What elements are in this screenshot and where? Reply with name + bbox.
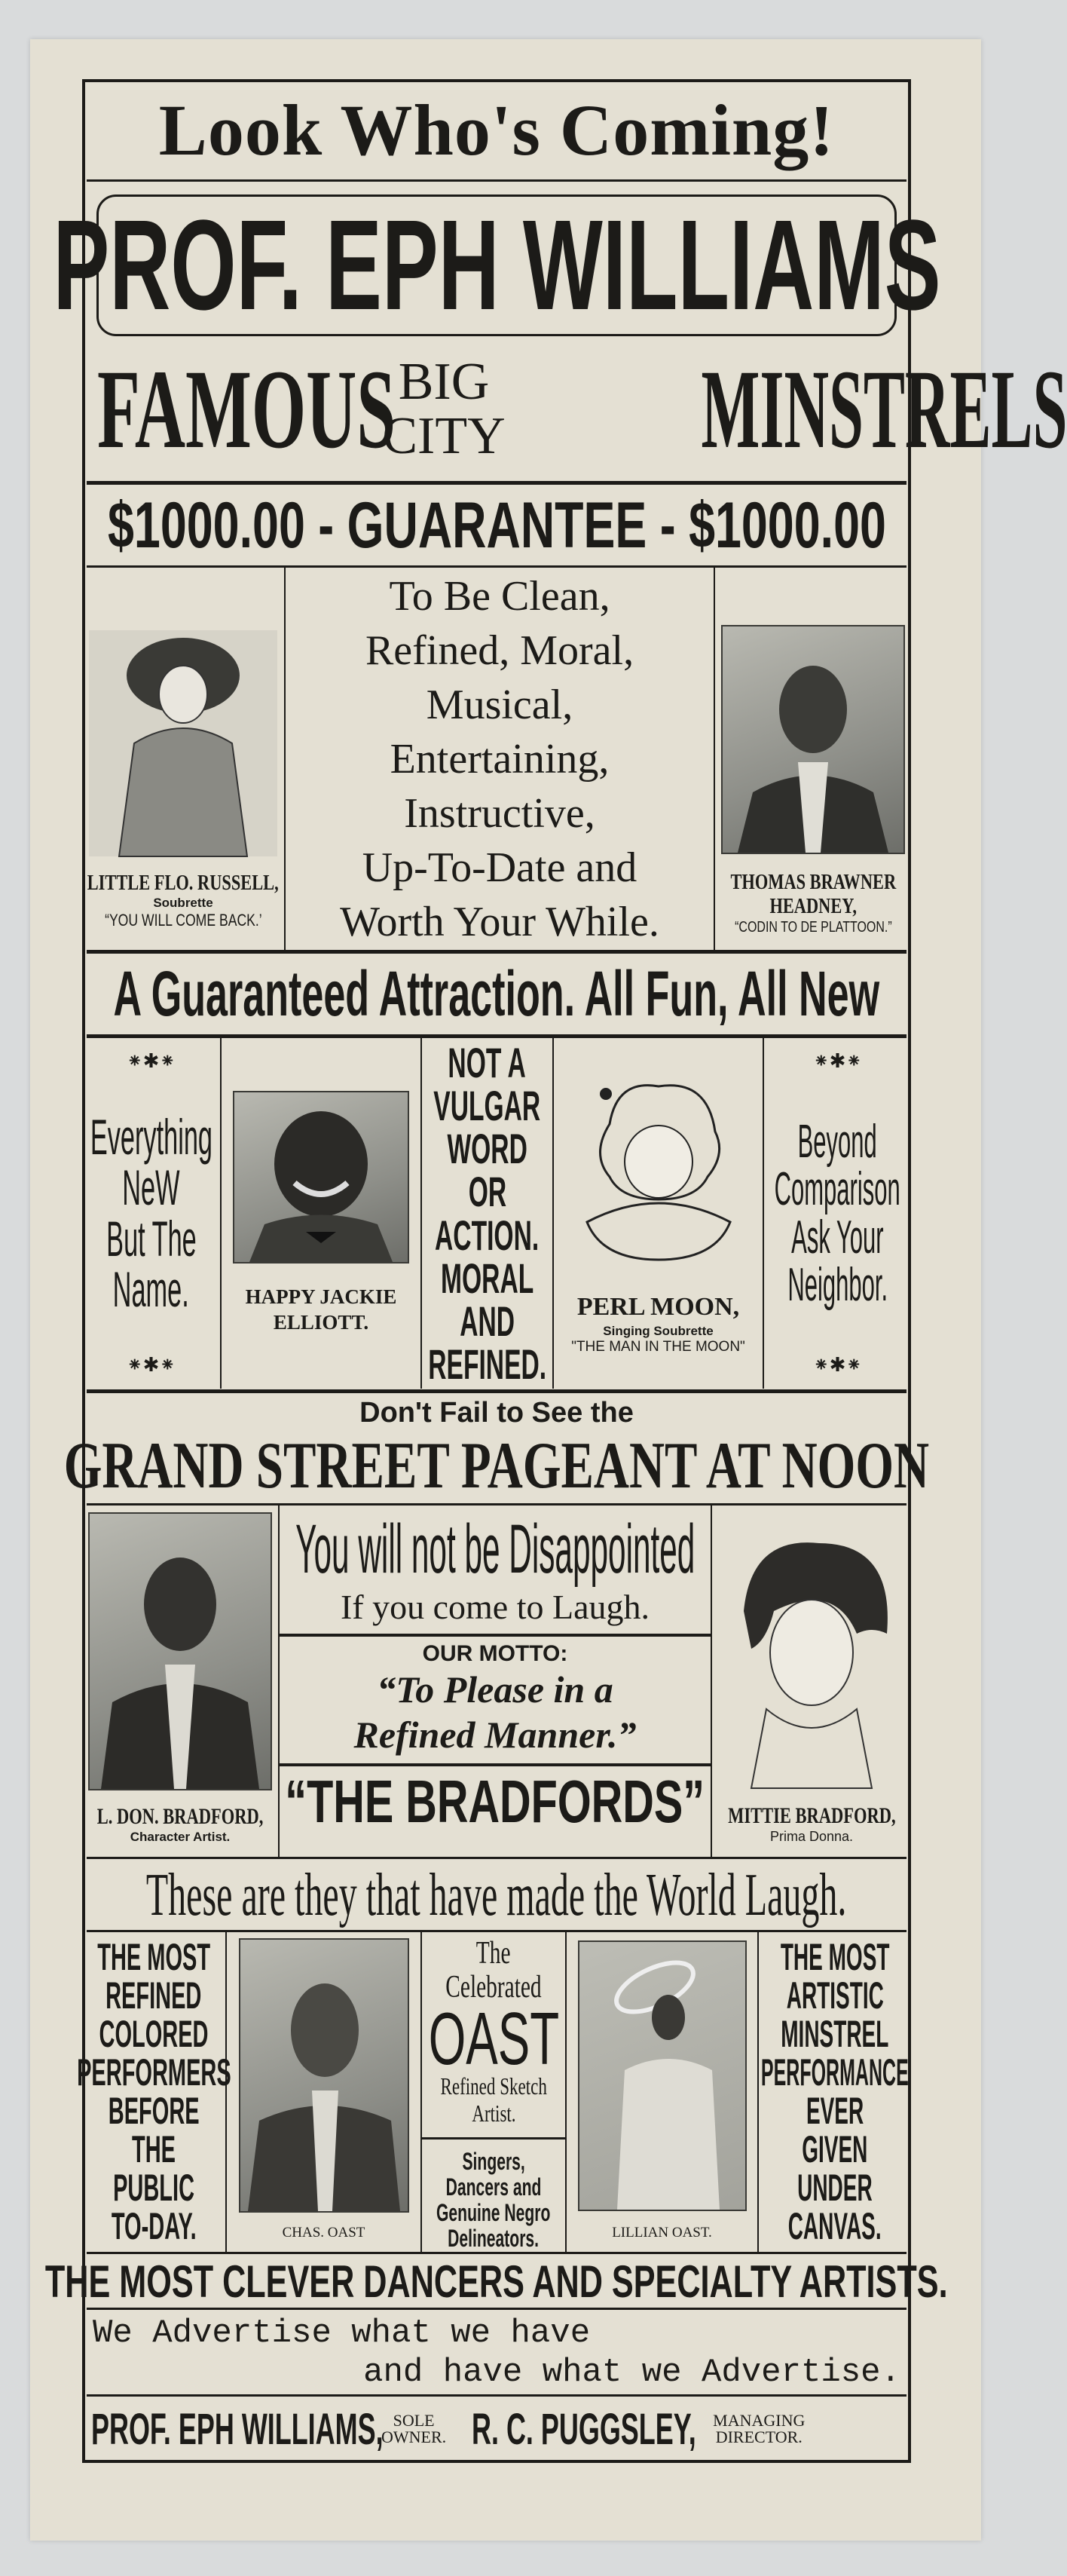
line: EVER xyxy=(806,2090,864,2132)
line: Dancers and xyxy=(445,2173,542,2201)
line: PERFORMANCE xyxy=(761,2051,909,2094)
world-laugh-text: These are they that have made the World Laugh. xyxy=(146,1861,847,1928)
divider xyxy=(87,1389,906,1393)
line: MINSTREL xyxy=(781,2013,889,2055)
line: PUBLIC xyxy=(113,2167,194,2209)
headline-text: Look Who's Coming! xyxy=(158,90,835,170)
disappointed-text: You will not be Disappointed xyxy=(295,1511,696,1588)
oast-desc: Refined Sketch xyxy=(440,2072,547,2100)
don-bradford-portrait xyxy=(88,1512,272,1790)
ornament-icon: ⁕✱⁕ xyxy=(812,1050,863,1072)
attraction-text: A Guaranteed Attraction. All Fun, All New xyxy=(113,958,880,1029)
line: DIRECTOR. xyxy=(715,2427,803,2446)
line: NOT A xyxy=(448,1039,527,1087)
advertise-line-1: We Advertise what we have xyxy=(93,2314,591,2352)
director-title xyxy=(713,2412,805,2446)
pageant-text: GRAND STREET PAGEANT AT NOON xyxy=(63,1429,930,1502)
jackie-elliott-portrait xyxy=(233,1091,409,1263)
chas-oast-panel xyxy=(227,1932,422,2252)
line: Beyond xyxy=(797,1116,878,1169)
line: Neighbor. xyxy=(787,1258,888,1311)
divider xyxy=(87,179,906,182)
line: TO-DAY. xyxy=(111,2205,197,2247)
divider xyxy=(87,950,906,954)
promises-panel xyxy=(286,568,715,950)
beyond-comparison-panel xyxy=(764,1038,911,1389)
line: Singers, xyxy=(462,2148,525,2175)
chas-oast-portrait xyxy=(239,1938,409,2213)
everything-new-panel xyxy=(82,1038,222,1389)
line: MORAL xyxy=(440,1254,534,1302)
line: VULGAR xyxy=(433,1082,541,1130)
famous-line xyxy=(82,339,1067,479)
company-box xyxy=(52,194,941,337)
line: THE MOST xyxy=(97,1936,210,1978)
line: SOLE xyxy=(393,2410,435,2430)
line: OWNER. xyxy=(381,2427,447,2446)
advertise-line-2: and have what we Advertise. xyxy=(363,2354,900,2391)
director-name: R. C. PUGGSLEY, xyxy=(472,2404,696,2454)
line: THE MOST xyxy=(780,1936,890,1978)
line: Name. xyxy=(112,1260,190,1317)
jackie-elliott-name: ELLIOTT. xyxy=(273,1311,369,1334)
don-bradford-panel xyxy=(82,1505,280,1857)
not-vulgar-panel xyxy=(422,1038,554,1389)
perl-moon-name: PERL MOON, xyxy=(576,1293,740,1322)
line: PERFORMERS xyxy=(76,2051,231,2094)
bradfords-row xyxy=(82,1505,911,1857)
line: AND xyxy=(460,1297,515,1345)
footer xyxy=(82,2397,911,2461)
big-text: BIG xyxy=(398,353,490,412)
promise-line: Up-To-Date and xyxy=(362,844,637,891)
pageant-line xyxy=(63,1429,930,1502)
divider xyxy=(280,1634,711,1637)
dont-fail-line xyxy=(82,1396,911,1430)
chas-oast-name: CHAS. OAST xyxy=(282,2225,365,2241)
line: ARTISTIC xyxy=(786,1974,884,2017)
laugh-text: If you come to Laugh. xyxy=(340,1588,650,1626)
company-name: PROF. EPH WILLIAMS xyxy=(52,194,941,337)
most-refined-panel xyxy=(76,1932,231,2252)
features-row xyxy=(82,1038,911,1389)
oast-center-panel xyxy=(422,1932,567,2252)
flo-russell-panel xyxy=(82,568,286,950)
flo-russell-portrait xyxy=(89,630,277,856)
mittie-bradford-role: Prima Donna. xyxy=(769,1829,854,1844)
most-artistic-panel xyxy=(759,1932,911,2252)
attraction-line xyxy=(82,954,911,1034)
line: NeW xyxy=(122,1159,180,1216)
divider xyxy=(87,2308,906,2310)
most-artistic-text xyxy=(687,1938,983,2246)
owner-name: PROF. EPH WILLIAMS, xyxy=(91,2404,384,2454)
oast-row xyxy=(76,1932,911,2252)
motto-line: “To Please in a xyxy=(377,1668,613,1711)
line: Genuine Negro xyxy=(436,2199,551,2226)
line: COLORED xyxy=(99,2013,209,2055)
perl-moon-role: Singing Soubrette xyxy=(603,1323,714,1338)
city-text: CITY xyxy=(382,406,506,465)
bradfords-title: “THE BRADFORDS” xyxy=(285,1768,705,1835)
bradfords-center-panel xyxy=(280,1505,712,1857)
flo-russell-role: Soubrette xyxy=(153,896,213,910)
divider xyxy=(87,1857,906,1859)
line: THE xyxy=(132,2128,176,2170)
promise-line: Worth Your While. xyxy=(340,898,659,945)
divider xyxy=(280,1763,711,1766)
line: UNDER xyxy=(797,2167,873,2209)
big-city xyxy=(382,355,505,463)
lillian-oast-name: LILLIAN OAST. xyxy=(612,2225,712,2241)
headney-name: THOMAS BRAWNER xyxy=(730,871,896,894)
line: But The xyxy=(105,1210,197,1267)
divider xyxy=(422,2137,565,2140)
line: GIVEN xyxy=(802,2128,868,2170)
beyond-comparison-text xyxy=(711,1118,963,1309)
divider xyxy=(87,481,906,485)
promise-line: Entertaining, xyxy=(390,735,610,783)
ornament-icon: ⁕✱⁕ xyxy=(812,1354,863,1376)
mittie-bradford-name: MITTIE BRADFORD, xyxy=(727,1803,896,1828)
line: ACTION. xyxy=(435,1211,540,1259)
line: CANVAS. xyxy=(788,2205,882,2247)
perl-moon-quote: "THE MAN IN THE MOON" xyxy=(571,1338,745,1355)
line: MANAGING xyxy=(713,2410,806,2430)
line: OR xyxy=(468,1168,506,1216)
divider xyxy=(87,2252,906,2254)
promise-line: Musical, xyxy=(426,681,573,728)
headney-panel xyxy=(715,568,911,950)
promises-row xyxy=(82,568,911,950)
dancers-line xyxy=(45,2255,948,2308)
line: WORD xyxy=(447,1125,527,1173)
headline xyxy=(82,83,911,177)
guarantee-text: $1000.00 - GUARANTEE - $1000.00 xyxy=(107,489,886,562)
mittie-bradford-illustration xyxy=(721,1521,902,1788)
line: Comparison xyxy=(774,1163,901,1216)
line: Ask Your xyxy=(791,1211,884,1263)
don-bradford-role: Character Artist. xyxy=(130,1830,231,1844)
promise-line: Refined, Moral, xyxy=(365,626,634,674)
motto-label: OUR MOTTO: xyxy=(422,1641,568,1666)
jackie-elliott-name: HAPPY JACKIE xyxy=(245,1285,397,1309)
guarantee-line xyxy=(82,486,911,565)
oast-the: The xyxy=(476,1936,511,1971)
oast-name: OAST xyxy=(428,1997,559,2080)
divider xyxy=(87,2394,906,2397)
dancers-text: THE MOST CLEVER DANCERS AND SPECIALTY ARTISTS. xyxy=(45,2256,948,2307)
line: Delineators. xyxy=(448,2225,540,2252)
minstrels-text: MINSTRELS xyxy=(701,346,1067,472)
line: REFINED. xyxy=(428,1340,546,1388)
promise-line: To Be Clean, xyxy=(389,572,610,620)
headney-portrait xyxy=(721,625,905,854)
line: REFINED xyxy=(105,1974,202,2017)
advertise-block xyxy=(82,2311,911,2394)
promise-line: Instructive, xyxy=(404,789,595,837)
flo-russell-name: LITTLE FLO. RUSSELL, xyxy=(87,871,279,895)
motto-line: Refined Manner.” xyxy=(353,1714,637,1756)
mittie-bradford-panel xyxy=(712,1505,911,1857)
ornament-icon: ⁕✱⁕ xyxy=(126,1354,176,1376)
owner-title xyxy=(381,2412,446,2446)
dont-fail-text: Don't Fail to See the xyxy=(359,1397,634,1429)
famous-text: FAMOUS xyxy=(97,346,396,472)
don-bradford-name: L. DON. BRADFORD, xyxy=(96,1804,264,1829)
oast-desc: Artist. xyxy=(471,2100,516,2127)
line: BEFORE xyxy=(108,2090,200,2132)
oast-celebrated: Celebrated xyxy=(445,1970,542,2005)
world-laugh-line xyxy=(82,1861,911,1930)
line: Everything xyxy=(90,1108,212,1165)
headney-quote: “CODIN TO DE PLATTOON.” xyxy=(734,919,892,936)
headney-name: HEADNEY, xyxy=(769,895,857,918)
ornament-icon: ⁕✱⁕ xyxy=(126,1050,176,1072)
flo-russell-quote: “YOU WILL COME BACK.’ xyxy=(104,911,262,930)
